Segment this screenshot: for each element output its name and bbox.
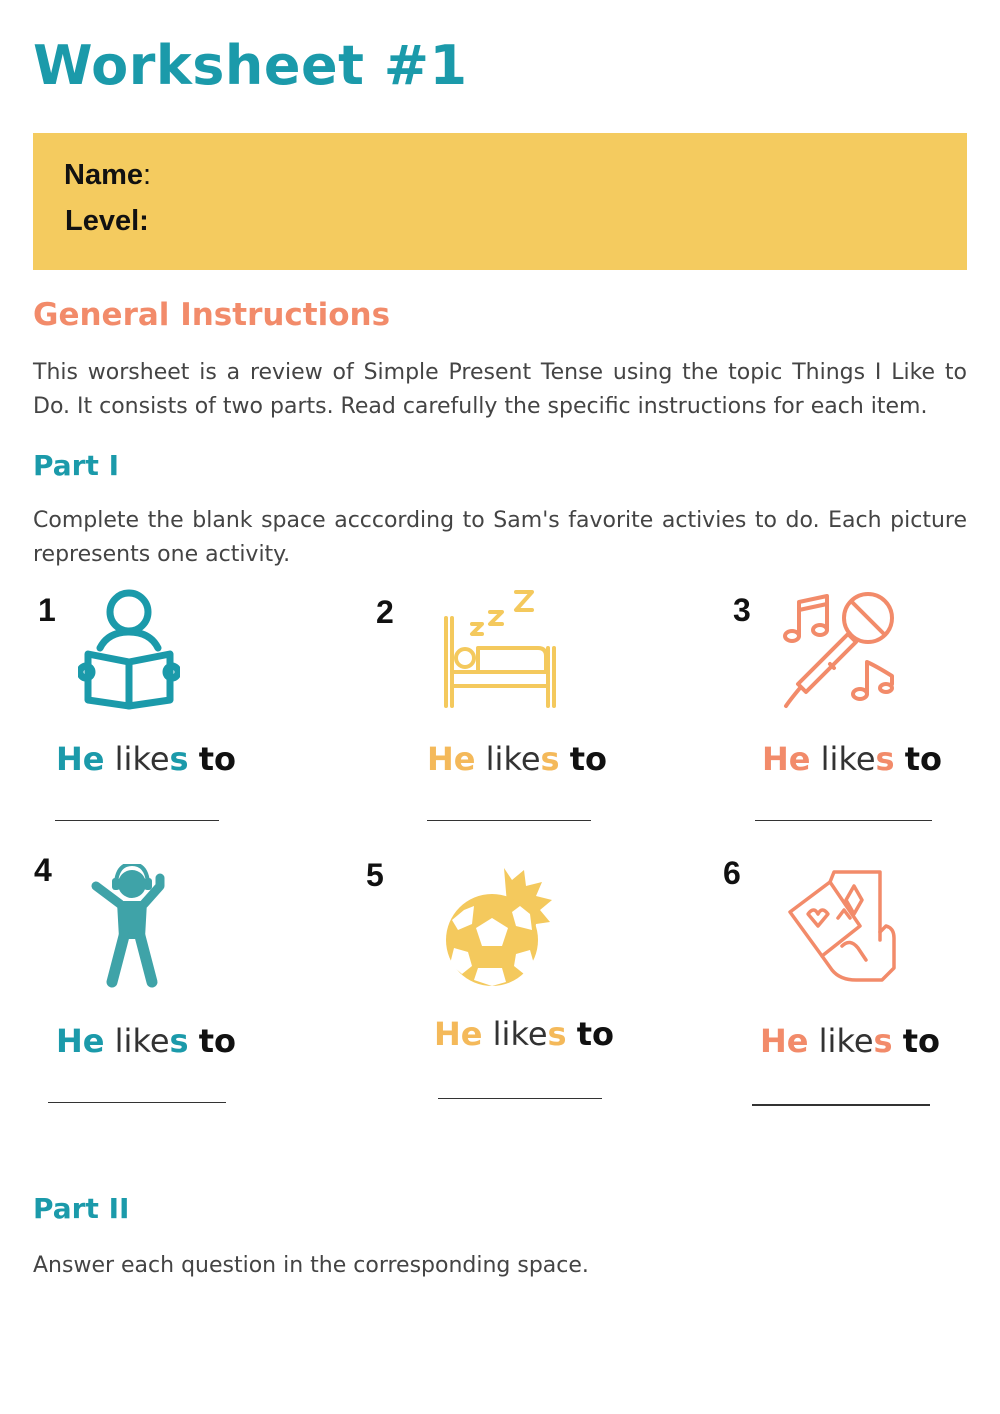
phrase-4 bbox=[56, 1022, 236, 1060]
answer-blank-5[interactable] bbox=[438, 1098, 602, 1099]
answer-blank-1[interactable] bbox=[55, 820, 219, 821]
reading-person-icon bbox=[78, 588, 180, 710]
to-word: to bbox=[198, 1022, 237, 1060]
s-suffix: s bbox=[540, 740, 560, 778]
playing-cards-icon bbox=[786, 868, 898, 986]
he-word: He bbox=[56, 740, 105, 778]
level-label: Level: bbox=[65, 205, 149, 237]
part-1-instructions: Complete the blank space acccording to Sam's favorite activies to do. Each picture represents one activity. bbox=[33, 508, 967, 567]
phrase-3 bbox=[762, 740, 942, 778]
s-suffix: s bbox=[169, 740, 189, 778]
like-word: like bbox=[485, 740, 541, 778]
soccer-ball-sun-icon bbox=[444, 866, 556, 988]
microphone-music-icon bbox=[780, 588, 904, 712]
item-number-1: 1 bbox=[38, 592, 56, 628]
s-suffix: s bbox=[873, 1022, 893, 1060]
answer-blank-2[interactable] bbox=[427, 820, 591, 821]
to-word: to bbox=[904, 740, 943, 778]
item-number-3: 3 bbox=[733, 592, 751, 628]
phrase-5 bbox=[434, 1015, 614, 1053]
item-number-2: 2 bbox=[376, 594, 394, 630]
he-word: He bbox=[427, 740, 476, 778]
name-label: Name bbox=[64, 159, 143, 191]
part-2-heading: Part II bbox=[33, 1192, 130, 1225]
to-word: to bbox=[902, 1022, 941, 1060]
student-info-box bbox=[33, 133, 967, 270]
s-suffix: s bbox=[875, 740, 895, 778]
item-number-6: 6 bbox=[723, 855, 741, 891]
to-word: to bbox=[198, 740, 237, 778]
like-word: like bbox=[114, 740, 170, 778]
level-field[interactable] bbox=[65, 205, 149, 238]
like-word: like bbox=[820, 740, 876, 778]
like-word: like bbox=[818, 1022, 874, 1060]
general-instructions-text: This worsheet is a review of Simple Present Tense using the topic Things I Like to Do. It consists of two parts. Read carefully the specific instructions for each item. bbox=[33, 360, 967, 419]
answer-blank-4[interactable] bbox=[48, 1102, 226, 1103]
to-word: to bbox=[569, 740, 608, 778]
answer-blank-3[interactable] bbox=[755, 820, 932, 821]
name-colon: : bbox=[143, 159, 152, 191]
part-1-heading: Part I bbox=[33, 449, 120, 482]
part-2-instructions: Answer each question in the corresponding space. bbox=[33, 1253, 589, 1278]
item-number-4: 4 bbox=[34, 852, 52, 888]
item-number-5: 5 bbox=[366, 857, 384, 893]
phrase-2 bbox=[427, 740, 607, 778]
to-word: to bbox=[576, 1015, 615, 1053]
worksheet-title: Worksheet #1 bbox=[33, 34, 468, 97]
he-word: He bbox=[56, 1022, 105, 1060]
name-field[interactable] bbox=[64, 159, 151, 192]
sleeping-bed-icon bbox=[438, 588, 562, 712]
like-word: like bbox=[492, 1015, 548, 1053]
phrase-6 bbox=[760, 1022, 940, 1060]
like-word: like bbox=[114, 1022, 170, 1060]
dancing-person-headphones-icon bbox=[88, 864, 172, 990]
answer-blank-6[interactable] bbox=[752, 1104, 930, 1106]
s-suffix: s bbox=[169, 1022, 189, 1060]
he-word: He bbox=[762, 740, 811, 778]
general-instructions-heading: General Instructions bbox=[33, 297, 391, 333]
s-suffix: s bbox=[547, 1015, 567, 1053]
phrase-1 bbox=[56, 740, 236, 778]
he-word: He bbox=[434, 1015, 483, 1053]
he-word: He bbox=[760, 1022, 809, 1060]
